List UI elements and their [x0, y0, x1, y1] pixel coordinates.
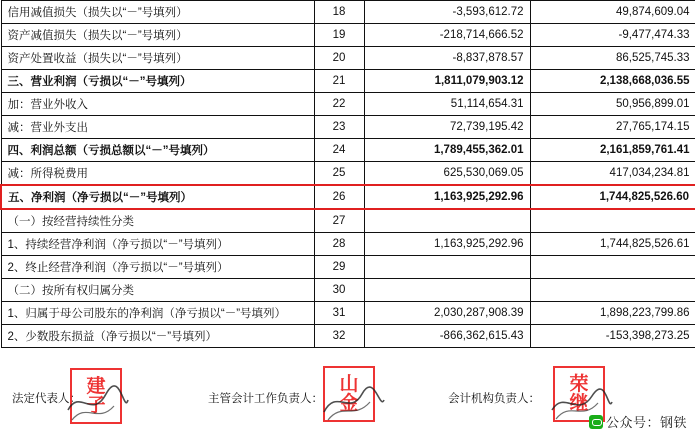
row-current-amount	[364, 209, 530, 233]
row-prior-amount	[530, 279, 695, 302]
seal-char-top: 建	[86, 375, 106, 397]
row-current-amount: 1,811,079,903.12	[364, 70, 530, 93]
row-prior-amount: 1,744,825,526.61	[530, 233, 695, 256]
watermark-text: 公众号：钢铁	[605, 415, 687, 430]
table-row	[1, 70, 695, 93]
row-item-label: 减：营业外支出	[1, 116, 314, 139]
row-prior-amount: 2,161,859,761.41	[530, 139, 695, 162]
seal-char-bottom: 金	[339, 392, 359, 414]
row-item-label: 资产减值损失（损失以“－”号填列）	[1, 24, 314, 47]
row-prior-amount: 2,138,668,036.55	[530, 70, 695, 93]
seal-char-top: 山	[339, 373, 359, 395]
row-note-number: 27	[314, 209, 364, 233]
row-current-amount: 51,114,654.31	[364, 93, 530, 116]
row-note-number: 20	[314, 47, 364, 70]
row-current-amount: -3,593,612.72	[364, 1, 530, 24]
row-note-number: 18	[314, 1, 364, 24]
table-row	[1, 233, 695, 256]
table-row	[1, 24, 695, 47]
watermark	[589, 412, 687, 431]
row-note-number: 21	[314, 70, 364, 93]
row-note-number: 25	[314, 162, 364, 186]
row-item-label: 信用减值损失（损失以“－”号填列）	[1, 1, 314, 24]
table-row	[1, 93, 695, 116]
row-prior-amount: -9,477,474.33	[530, 24, 695, 47]
row-prior-amount: 1,744,825,526.60	[530, 185, 695, 209]
row-current-amount: 2,030,287,908.39	[364, 302, 530, 325]
row-prior-amount: 27,765,174.15	[530, 116, 695, 139]
row-note-number: 22	[314, 93, 364, 116]
table-row	[1, 162, 695, 186]
row-note-number: 30	[314, 279, 364, 302]
row-item-label: 1、归属于母公司股东的净利润（净亏损以“－”号填列）	[1, 302, 314, 325]
signature-area	[0, 348, 695, 437]
seal-stamp-chief-accountant	[323, 366, 375, 422]
row-item-label: 资产处置收益（损失以“－”号填列）	[1, 47, 314, 70]
row-note-number: 29	[314, 256, 364, 279]
row-item-label: 2、终止经营净利润（净亏损以“－”号填列）	[1, 256, 314, 279]
row-prior-amount: 1,898,223,799.86	[530, 302, 695, 325]
table-row	[1, 256, 695, 279]
row-item-label: 1、持续经营净利润（净亏损以“－”号填列）	[1, 233, 314, 256]
seal-char-top: 荣	[569, 373, 589, 395]
row-prior-amount: 86,525,745.33	[530, 47, 695, 70]
seal-stamp-legal-representative	[70, 368, 122, 424]
seal-char-bottom: 继	[569, 392, 589, 414]
row-item-label: 三、营业利润（亏损以“－”号填列）	[1, 70, 314, 93]
table-row-net-profit-highlighted	[1, 185, 695, 209]
row-current-amount: 1,163,925,292.96	[364, 233, 530, 256]
row-item-label: 减：所得税费用	[1, 162, 314, 186]
row-item-label: 2、少数股东损益（净亏损以“－”号填列）	[1, 325, 314, 348]
wechat-icon	[589, 415, 603, 429]
table-row	[1, 302, 695, 325]
row-note-number: 28	[314, 233, 364, 256]
table-row	[1, 325, 695, 348]
row-note-number: 31	[314, 302, 364, 325]
table-body	[1, 1, 695, 348]
row-item-label: 加：营业外收入	[1, 93, 314, 116]
row-note-number: 19	[314, 24, 364, 47]
row-item-label: 四、利润总额（亏损总额以“－”号填列）	[1, 139, 314, 162]
row-prior-amount	[530, 209, 695, 233]
row-note-number: 23	[314, 116, 364, 139]
row-current-amount: -866,362,615.43	[364, 325, 530, 348]
chief-accountant-label: 主管会计工作负责人：	[208, 393, 323, 405]
accounting-officer-label: 会计机构负责人：	[448, 393, 540, 405]
row-prior-amount: 49,874,609.04	[530, 1, 695, 24]
row-note-number: 32	[314, 325, 364, 348]
table-row	[1, 139, 695, 162]
seal-char-bottom: 子	[86, 394, 106, 416]
table-row	[1, 116, 695, 139]
row-current-amount: -8,837,878.57	[364, 47, 530, 70]
row-current-amount: -218,714,666.52	[364, 24, 530, 47]
table-row	[1, 279, 695, 302]
row-prior-amount: 50,956,899.01	[530, 93, 695, 116]
row-prior-amount	[530, 256, 695, 279]
table-row	[1, 47, 695, 70]
row-current-amount: 625,530,069.05	[364, 162, 530, 186]
row-current-amount	[364, 279, 530, 302]
table-row	[1, 1, 695, 24]
row-item-label: （一）按经营持续性分类	[1, 209, 314, 233]
row-note-number: 24	[314, 139, 364, 162]
row-item-label: 五、净利润（净亏损以“－”号填列）	[1, 185, 314, 209]
row-item-label: （二）按所有权归属分类	[1, 279, 314, 302]
row-current-amount	[364, 256, 530, 279]
row-current-amount: 1,163,925,292.96	[364, 185, 530, 209]
table-row	[1, 209, 695, 233]
row-note-number: 26	[314, 185, 364, 209]
row-prior-amount: -153,398,273.25	[530, 325, 695, 348]
legal-representative-label: 法定代表人：	[12, 393, 81, 405]
row-current-amount: 72,739,195.42	[364, 116, 530, 139]
row-prior-amount: 417,034,234.81	[530, 162, 695, 186]
row-current-amount: 1,789,455,362.01	[364, 139, 530, 162]
